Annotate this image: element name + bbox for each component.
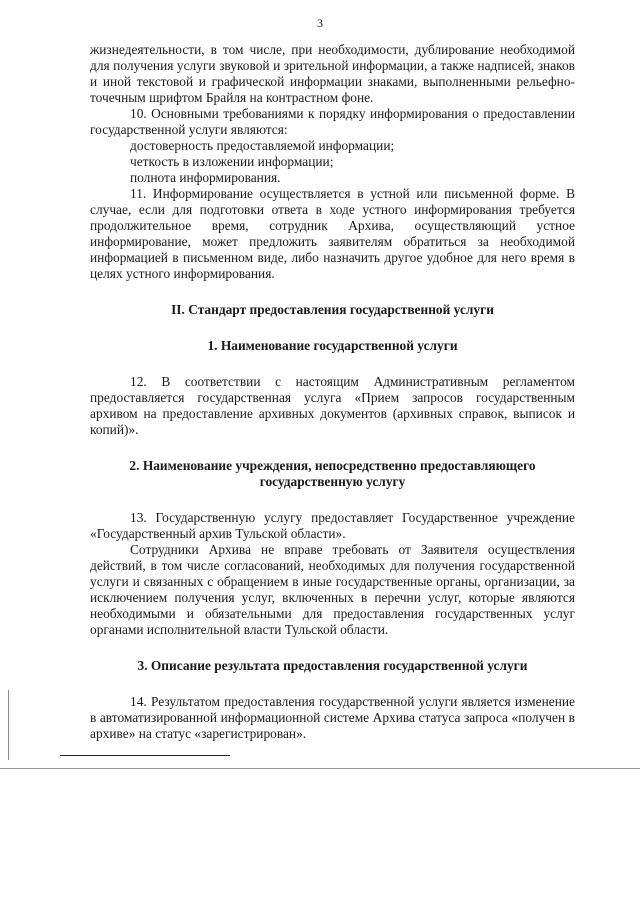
page-number: 3	[317, 16, 323, 30]
paragraph-10: 10. Основными требованиями к порядку информирования о предоставлении государственной услуги являются:	[90, 106, 575, 137]
paragraph-13b: Сотрудники Архива не вправе требовать от Заявителя осуществления действий, в том числе согласований, необходимых для получения государственной услуги и связанных с обращением в иные государственные органы, организации, за исключением получения услуг, включенных в перечни услуг, которые являются необходимыми и обязательными для предоставления государственных услуг органами исполнительной власти Тульской области.	[90, 542, 575, 637]
paragraph-13: 13. Государственную услугу предоставляет Государственное учреждение «Государственный архив Тульской области».	[90, 510, 575, 541]
scan-artifact	[8, 690, 9, 760]
paragraph-14: 14. Результатом предоставления государственной услуги является изменение в автоматизированной информационной системе Архива статуса запроса «получен в архиве» на статус «зарегистрирован».	[90, 694, 575, 741]
page-bottom-rule	[0, 768, 640, 769]
section-heading: II. Стандарт предоставления государственной услуги	[171, 302, 494, 317]
subsection-heading: 2. Наименование учреждения, непосредственно предоставляющего государственную услугу	[129, 458, 536, 489]
subsection-heading: 1. Наименование государственной услуги	[207, 338, 458, 353]
paragraph-11: 11. Информирование осуществляется в устной или письменной форме. В случае, если для подготовки ответа в ходе устного информирования требуется продолжительное время, сотрудник Архива, осуществляющий устное информирование, может предложить заявителям обратиться за необходимой информацией в письменном виде, либо назначить другое удобное для него время в целях устного информирования.	[90, 186, 575, 281]
subsection-heading: 3. Описание результата предоставления государственной услуги	[137, 658, 528, 673]
list-item: достоверность предоставляемой информации;	[130, 138, 395, 153]
document-body	[90, 42, 575, 742]
footnote-separator	[60, 755, 230, 756]
list-item: четкость в изложении информации;	[130, 154, 334, 169]
list-item: полнота информирования.	[130, 170, 281, 185]
paragraph-12: 12. В соответствии с настоящим Административным регламентом предоставляется государственная услуга «Прием запросов государственным архивом на предоставление архивных документов (архивных справок, выписок и копий)».	[90, 374, 575, 437]
paragraph-continuation: жизнедеятельности, в том числе, при необходимости, дублирование необходимой для получения услуги звуковой и зрительной информации, а также надписей, знаков и иной текстовой и графической информации знаками, выполненными рельефно-точечным шрифтом Брайля на контрастном фоне.	[90, 42, 575, 105]
